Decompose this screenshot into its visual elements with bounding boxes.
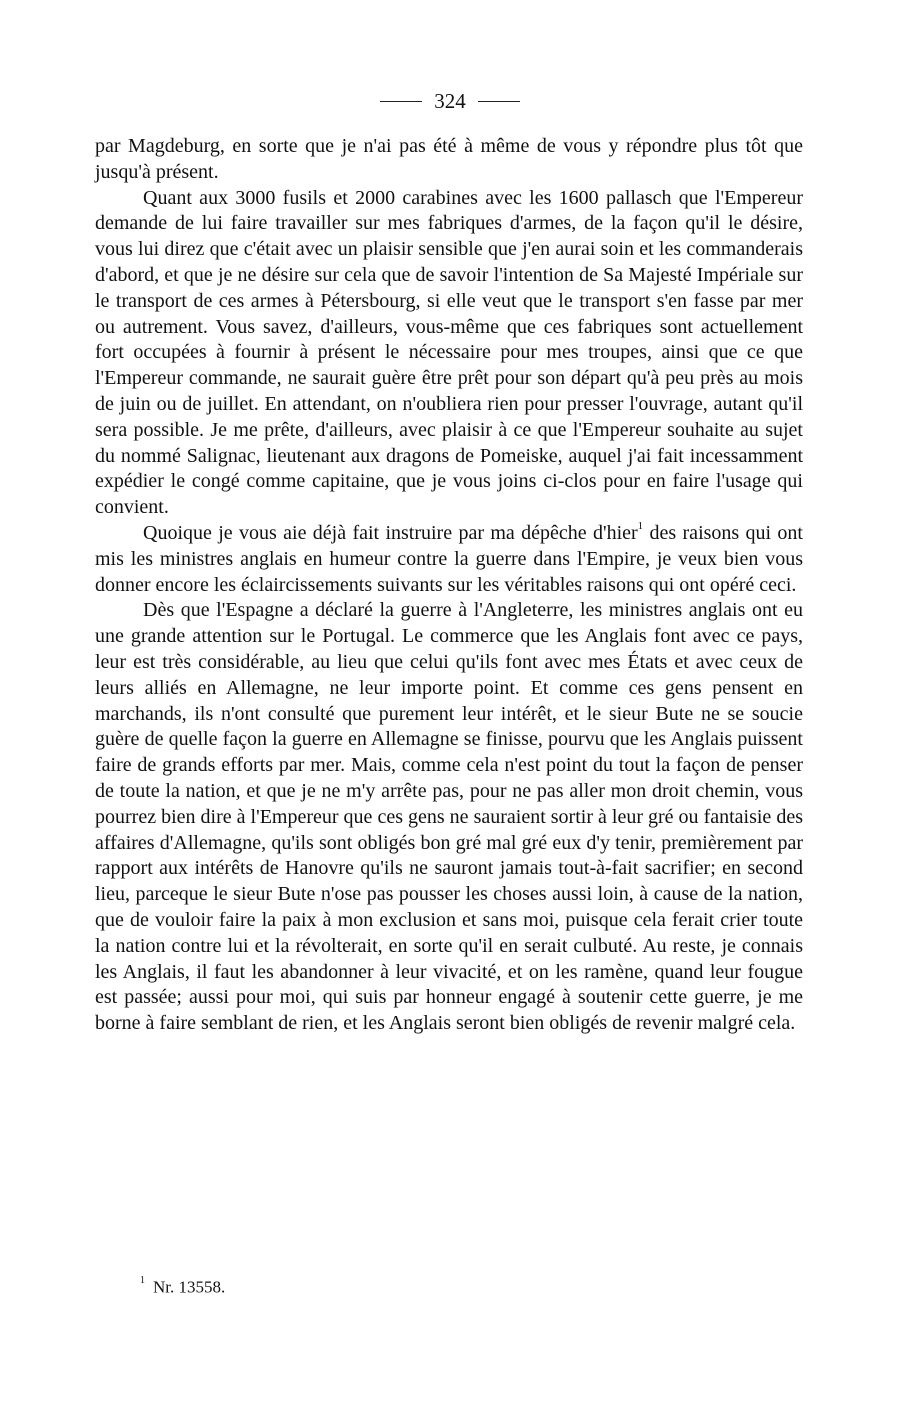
paragraph-3-text-end: des raisons qui ont mis les ministres anglais en humeur contre la guerre dans l'Empire, je veux bien vous donner encore les éclaircissements suivants sur les véritables raisons qui ont opéré ceci. — [95, 521, 803, 596]
page-header — [0, 88, 900, 114]
footnote-text: Nr. 13558. — [153, 1277, 226, 1297]
footnote-mark: 1 — [140, 1275, 145, 1286]
footnote-reference: 1 — [637, 520, 644, 533]
paragraph-4: Dès que l'Espagne a déclaré la guerre à l'Angleterre, les ministres anglais ont eu une grande attention sur le Portugal. Le commerce que les Anglais font avec ce pays, leur est très considérable, au lieu que celui qu'ils font avec mes États et avec ceux de leurs alliés en Allemagne, ne leur importe point. Et comme ces gens pensent en marchands, ils n'ont consulté que purement leur intérêt, et le sieur Bute ne se soucie guère de quelle façon la guerre en Allemagne se finisse, pourvu que les Anglais puissent faire de grands efforts par mer. Mais, comme cela n'est point du tout la façon de penser de toute la nation, et que je ne m'y arrête pas, pour ne pas aller mon droit chemin, vous pourrez bien dire à l'Empereur que ces gens ne sauraient sortir à leur gré ou fantaisie des affaires d'Allemagne, qu'ils sont obligés bon gré mal gré eux d'y tenir, premièrement par rapport aux intérêts de Hanovre qu'ils ne sauront jamais tout-à-fait sacrifier; en second lieu, parceque le sieur Bute n'ose pas pousser les choses aussi loin, à cause de la nation, que de vouloir faire la paix à mon exclusion et sans moi, puisque cela ferait crier toute la nation contre lui et la révolterait, en sorte qu'il en serait culbuté. Au reste, je connais les Anglais, il faut les abandonner à leur vivacité, et on les ramène, quand leur fougue est passée; aussi pour moi, qui suis par honneur engagé à soutenir cette guerre, je me borne à faire semblant de rien, et les Anglais seront bien obligés de revenir malgré cela. — [95, 599, 803, 1035]
paragraph-2: Quant aux 3000 fusils et 2000 carabines avec les 1600 pallasch que l'Empereur demande de lui faire travailler sur mes fabriques d'armes, de la façon qu'il le désire, vous lui direz que c'était avec un plaisir sensible que j'en aurai soin et les commanderais d'abord, et que je ne désire sur cela que de savoir l'intention de Sa Majesté Impériale sur le transport de ces armes à Pétersbourg, si elle veut que le transport s'en fasse par mer ou autrement. Vous savez, d'ailleurs, vous-même que ces fabriques sont actuellement fort occupées à fournir à présent le nécessaire pour mes troupes, ainsi que ce que l'Empereur commande, ne saurait guère être prêt pour son départ qu'à peu près au mois de juin ou de juillet. En attendant, on n'oubliera rien pour presser l'ouvrage, autant qu'il sera possible. Je me prête, d'ailleurs, avec plaisir à ce que l'Empereur souhaite au sujet du nommé Salignac, lieutenant aux dragons de Pomeiske, auquel j'ai fait incessamment expédier le congé comme capitaine, que je vous joins ci-clos pour en faire l'usage qui convient. — [95, 186, 803, 519]
paragraph-3-text-start: Quoique je vous aie déjà fait instruire par ma dépêche d'hier — [143, 521, 638, 544]
page-number: 324 — [434, 89, 466, 113]
header-dash-right — [478, 101, 520, 102]
header-dash-left — [380, 101, 422, 102]
paragraph-3 — [95, 521, 803, 598]
body-text — [95, 134, 803, 1037]
paragraph-1: par Magdeburg, en sorte que je n'ai pas été à même de vous y répondre plus tôt que jusqu'à présent. — [95, 135, 803, 183]
footnote — [140, 1273, 225, 1299]
